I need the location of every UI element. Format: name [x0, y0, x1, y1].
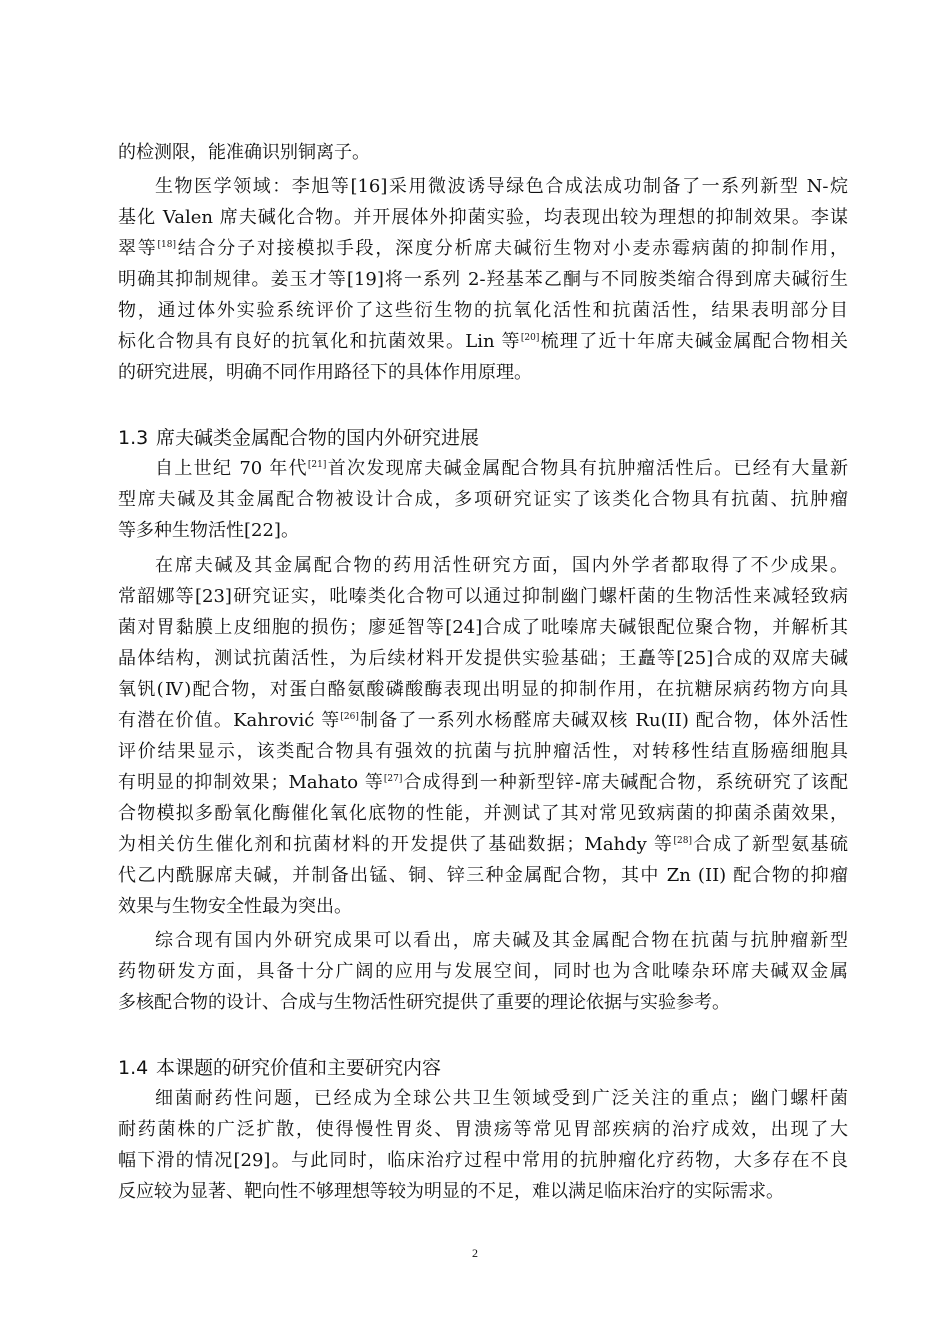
- p1-line-2: [118, 237, 848, 261]
- p3-line-4: [118, 678, 848, 702]
- p5-line-3: [118, 1180, 848, 1204]
- text: 耐药菌株的广泛扩散，使得慢性胃炎、胃溃疡等常见胃部疾病的治疗成效，出现了大: [118, 1119, 848, 1140]
- section-title: 席夫碱类金属配合物的国内外研究进展: [156, 427, 480, 449]
- text: 评价结果显示，该类配合物具有强效的抗菌与抗肿瘤活性，对转移性结直肠癌细胞具: [118, 741, 848, 762]
- citation: [18]: [157, 240, 177, 250]
- p1-line-6: [118, 361, 848, 385]
- p3-line-1: [118, 585, 848, 609]
- text: 多核配合物的设计、合成与生物活性研究提供了重要的理论依据与实验参考。: [118, 992, 730, 1013]
- p0-line-0: [118, 141, 848, 165]
- p2-line-2: [118, 519, 848, 543]
- p3-line-9: [118, 833, 848, 857]
- p1-line-4: [118, 299, 848, 323]
- p4-line-0: [155, 929, 848, 953]
- text: 标化合物具有良好的抗氧化和抗菌效果。Lin 等: [118, 331, 521, 352]
- p5-line-0: [155, 1087, 848, 1111]
- p3-line-10: [118, 864, 848, 888]
- page-number: 2: [472, 1246, 478, 1260]
- section-number: 1.4: [118, 1057, 149, 1079]
- p3-line-0: [155, 554, 848, 578]
- text: 的研究进展，明确不同作用路径下的具体作用原理。: [118, 362, 532, 383]
- p3-line-7: [118, 771, 848, 795]
- text: 制备了一系列水杨醛席夫碱双核 Ru(II) 配合物，体外活性: [358, 710, 848, 731]
- text: 生物医学领域：李旭等[16]采用微波诱导绿色合成法成功制备了一系列新型 N-烷: [155, 176, 848, 197]
- text: 代乙内酰脲席夫碱，并制备出锰、铜、锌三种金属配合物，其中 Zn (II) 配合物的抑瘤: [118, 865, 848, 886]
- p4-line-1: [118, 960, 848, 984]
- p2-line-0: [155, 457, 848, 481]
- text: 合成得到一种新型锌-席夫碱配合物，系统研究了该配: [402, 772, 848, 793]
- citation: [27]: [383, 774, 403, 784]
- text: 反应较为显著、靶向性不够理想等较为明显的不足，难以满足临床治疗的实际需求。: [118, 1181, 784, 1202]
- text: 的检测限，能准确识别铜离子。: [118, 142, 370, 163]
- text: 细菌耐药性问题，已经成为全球公共卫生领域受到广泛关注的重点；幽门螺杆菌: [155, 1088, 848, 1109]
- text: 等多种生物活性[22]。: [118, 520, 299, 541]
- text: 氧钒(Ⅳ)配合物，对蛋白酪氨酸磷酸酶表现出明显的抑制作用，在抗糖尿病药物方向具: [118, 679, 848, 700]
- section-number: 1.3: [118, 427, 149, 449]
- p2-line-1: [118, 488, 848, 512]
- text: 效果与生物安全性最为突出。: [118, 896, 352, 917]
- p3-line-3: [118, 647, 848, 671]
- text: 幅下滑的情况[29]。与此同时，临床治疗过程中常用的抗肿瘤化疗药物，大多存在不良: [118, 1150, 848, 1171]
- text: 菌对胃黏膜上皮细胞的损伤；廖延智等[24]合成了吡嗪席夫碱银配位聚合物，并解析其: [118, 617, 848, 638]
- p3-line-5: [118, 709, 848, 733]
- p3-line-11: [118, 895, 848, 919]
- p1-line-3: [118, 268, 848, 292]
- text: 基化 Valen 席夫碱化合物。并开展体外抑菌实验，均表现出较为理想的抑制效果。李谋: [118, 207, 848, 228]
- p1-line-5: [118, 330, 848, 354]
- text: 有潜在价值。Kahrović 等: [118, 710, 341, 731]
- text: 合物模拟多酚氧化酶催化氧化底物的性能，并测试了其对常见致病菌的抑菌杀菌效果，: [118, 803, 848, 824]
- text: 合成了新型氨基硫: [692, 834, 848, 855]
- p1-line-0: [155, 175, 848, 199]
- p3-line-6: [118, 740, 848, 764]
- text: 晶体结构，测试抗菌活性，为后续材料开发提供实验基础；王矗等[25]合成的双席夫碱: [118, 648, 848, 669]
- section-title: 本课题的研究价值和主要研究内容: [156, 1057, 442, 1079]
- p3-line-8: [118, 802, 848, 826]
- text: 型席夫碱及其金属配合物被设计合成，多项研究证实了该类化合物具有抗菌、抗肿瘤: [118, 489, 848, 510]
- citation: [28]: [673, 836, 693, 846]
- citation: [21]: [307, 460, 327, 470]
- p4-line-2: [118, 991, 848, 1015]
- text: 物，通过体外实验系统评价了这些衍生物的抗氧化活性和抗菌活性，结果表明部分目: [118, 300, 848, 321]
- section-heading-1-4: [118, 1055, 441, 1081]
- p1-line-1: [118, 206, 848, 230]
- text: 为相关仿生催化剂和抗菌材料的开发提供了基础数据；Mahdy 等: [118, 834, 674, 855]
- text: 在席夫碱及其金属配合物的药用活性研究方面，国内外学者都取得了不少成果。: [155, 555, 848, 576]
- citation: [20]: [520, 333, 540, 343]
- p5-line-1: [118, 1118, 848, 1142]
- section-heading-1-3: [118, 425, 479, 451]
- text: 药物研发方面，具备十分广阔的应用与发展空间，同时也为含吡嗪杂环席夫碱双金属: [118, 961, 848, 982]
- text: 有明显的抑制效果；Mahato 等: [118, 772, 384, 793]
- citation: [26]: [340, 712, 359, 722]
- text: 自上世纪 70 年代: [155, 458, 308, 479]
- text: 明确其抑制规律。姜玉才等[19]将一系列 2-羟基苯乙酮与不同胺类缩合得到席夫碱衍生: [118, 269, 848, 290]
- text: 梳理了近十年席夫碱金属配合物相关: [539, 331, 849, 352]
- text: 结合分子对接模拟手段，深度分析席夫碱衍生物对小麦赤霉病菌的抑制作用，: [176, 238, 848, 259]
- p3-line-2: [118, 616, 848, 640]
- text: 常韶娜等[23]研究证实，吡嗪类化合物可以通过抑制幽门螺杆菌的生物活性来减轻致病: [118, 586, 848, 607]
- text: 综合现有国内外研究成果可以看出，席夫碱及其金属配合物在抗菌与抗肿瘤新型: [155, 930, 848, 951]
- p5-line-2: [118, 1149, 848, 1173]
- text: 翠等: [118, 238, 158, 259]
- text: 首次发现席夫碱金属配合物具有抗肿瘤活性后。已经有大量新: [326, 458, 848, 479]
